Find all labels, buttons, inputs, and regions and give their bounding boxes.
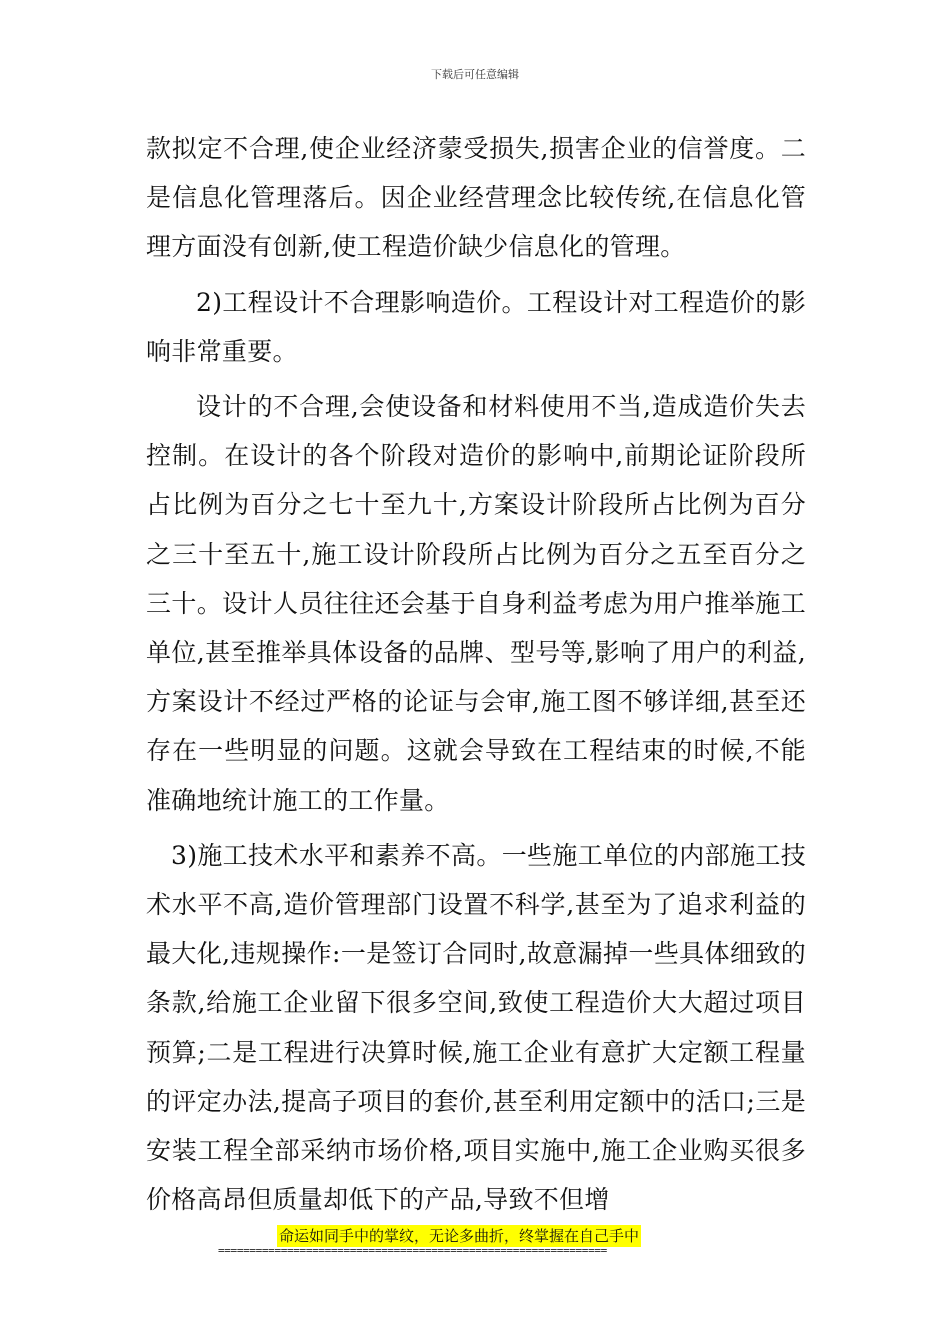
- paragraph-3: 设计的不合理,会使设备和材料使用不当,造成造价失去控制。在设计的各个阶段对造价的影响中,前期论证阶段所占比例为百分之七十至九十,方案设计阶段所占比例为百分之三十至五十,施工设计阶段所占比例为百分之五至百分之三十。设计人员往往还会基于自身利益考虑为用户推举施工单位,甚至推举具体设备的品牌、型号等,影响了用户的利益,方案设计不经过严格的论证与会审,施工图不够详细,甚至还存在一些明显的问题。这就会导致在工程结束的时候,不能准确地统计施工的工作量。: [146, 392, 806, 815]
- paragraph-1: 款拟定不合理,使企业经济蒙受损失,损害企业的信誉度。二是信息化管理落后。因企业经营理念比较传统,在信息化管理方面没有创新,使工程造价缺少信息化的管理。: [146, 134, 806, 262]
- document-body: [146, 124, 806, 1224]
- paragraph-4: 3)施工技术水平和素养不高。一些施工单位的内部施工技术水平不高,造价管理部门设置不科学,甚至为了追求利益的最大化,违规操作:一是签订合同时,故意漏掉一些具体细致的条款,给施工企业留下很多空间,致使工程造价大大超过项目预算;二是工程进行决算时候,施工企业有意扩大定额工程量的评定办法,提高子项目的套价,甚至利用定额中的活口;三是安装工程全部采纳市场价格,项目实施中,施工企业购买很多价格高昂但质量却低下的产品,导致不但增: [146, 840, 806, 1215]
- page-header: 下载后可任意编辑: [431, 68, 519, 81]
- paragraph-2: 2)工程设计不合理影响造价。工程设计对工程造价的影响非常重要。: [146, 287, 806, 366]
- footer-motto: 命运如同手中的掌纹，无论多曲折，终掌握在自己手中: [279, 1227, 640, 1245]
- footer-divider: ==============================================================: [218, 1244, 607, 1257]
